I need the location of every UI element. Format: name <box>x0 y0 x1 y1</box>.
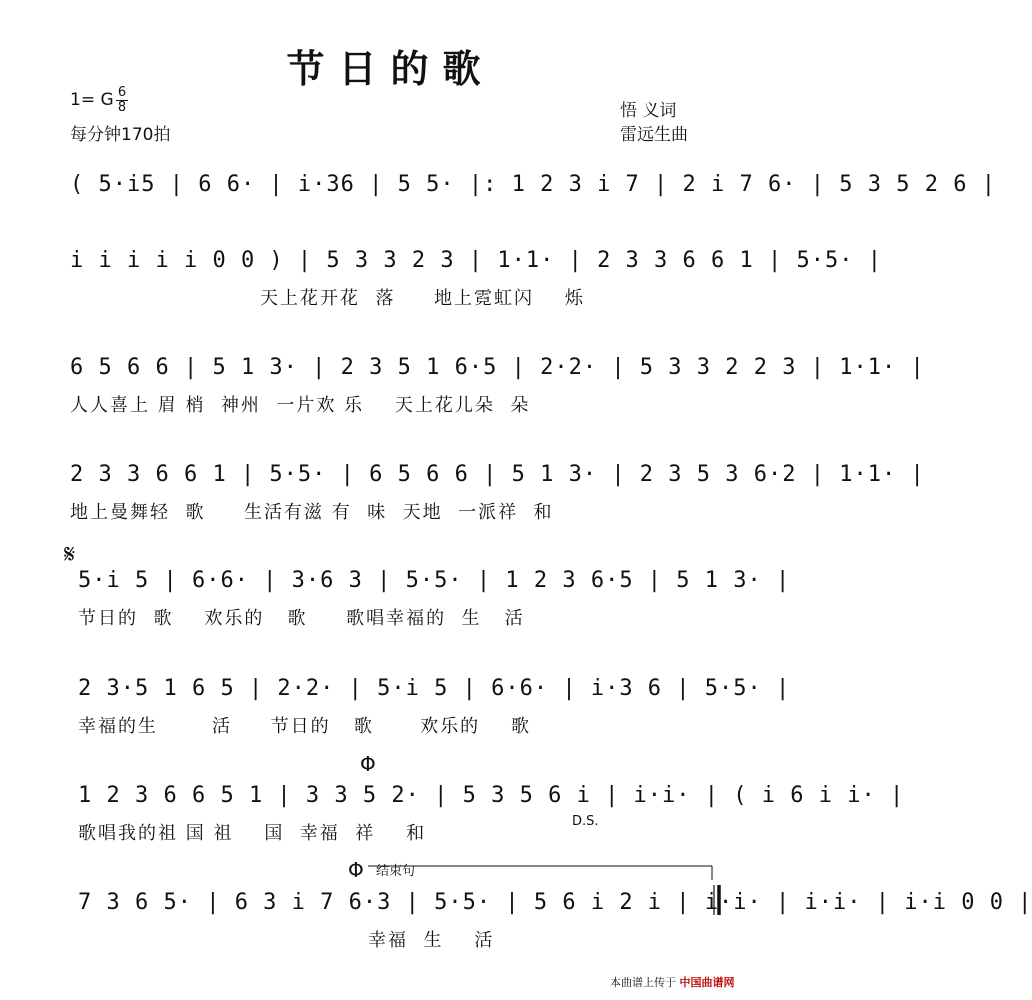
lyricist-credit: 悟 义词 <box>620 101 677 121</box>
score-row-3-lyrics: 人人喜上 眉 梢 神州 一片欢 乐 天上花儿朵 朵 <box>70 395 531 416</box>
score-row-7-notes: 1 2 3 6 6 5 1 | 3 3 5 2· | 5 3 5 6 i | i·i· | ( i 6 i i· | <box>78 783 905 808</box>
score-row-1-notes: ( 5·i5 | 6 6· | i·36 | 5 5· |: 1 2 3 i 7 | 2 i 7 6· | 5 3 5 2 6 | <box>70 172 996 197</box>
score-row-4-lyrics: 地上曼舞轻 歌 生活有滋 有 味 天地 一派祥 和 <box>70 502 554 523</box>
footer-site-logo: 中国曲谱网 <box>679 976 735 989</box>
score-row-6-lyrics: 幸福的生 活 节日的 歌 欢乐的 歌 <box>78 716 532 737</box>
ending-label: 结束句 <box>376 864 416 879</box>
key-signature: 1= G <box>70 90 114 110</box>
footer-text: 本曲谱上传于 <box>610 976 676 989</box>
score-row-5-lyrics: 节日的 歌 欢乐的 歌 歌唱幸福的 生 活 <box>78 608 525 629</box>
segno-sign: 𝄋 <box>64 540 76 570</box>
coda-sign-1: Φ <box>360 752 376 776</box>
score-row-2-lyrics: 天上花开花 落 地上霓虹闪 烁 <box>260 288 585 309</box>
coda-sign-2: Φ <box>348 858 364 882</box>
tempo-marking: 每分钟170拍 <box>70 125 171 145</box>
time-signature-bottom: 8 <box>117 100 127 115</box>
score-row-6-notes: 2 3·5 1 6 5 | 2·2· | 5·i 5 | 6·6· | i·3 6 | 5·5· | <box>78 676 791 701</box>
score-row-5-notes: 5·i 5 | 6·6· | 3·6 3 | 5·5· | 1 2 3 6·5 | 5 1 3· | <box>78 568 791 593</box>
score-row-4-notes: 2 3 3 6 6 1 | 5·5· | 6 5 6 6 | 5 1 3· | 2 3 5 3 6·2 | 1·1· | <box>70 462 925 487</box>
score-row-3-notes: 6 5 6 6 | 5 1 3· | 2 3 5 1 6·5 | 2·2· | 5 3 3 2 2 3 | 1·1· | <box>70 355 925 380</box>
score-row-8-notes: 7 3 6 5· | 6 3 i 7 6·3 | 5·5· | 5 6 i 2 i | i·i· | i·i· | i·i 0 0 | <box>78 890 1032 915</box>
composer-credit: 雷远生曲 <box>620 125 688 145</box>
footer-upload-note <box>610 974 735 990</box>
score-row-7-lyrics: 歌唱我的祖 国 祖 国 幸福 祥 和 <box>78 823 427 844</box>
score-row-8-lyrics: 幸福 生 活 <box>368 930 495 951</box>
ds-marking: D.S. <box>572 814 599 829</box>
score-row-2-notes: i i i i i 0 0 ) | 5 3 3 2 3 | 1·1· | 2 3 3 6 6 1 | 5·5· | <box>70 248 882 273</box>
time-signature-top: 6 <box>117 85 127 100</box>
page-title: 节日的歌 <box>286 46 495 91</box>
